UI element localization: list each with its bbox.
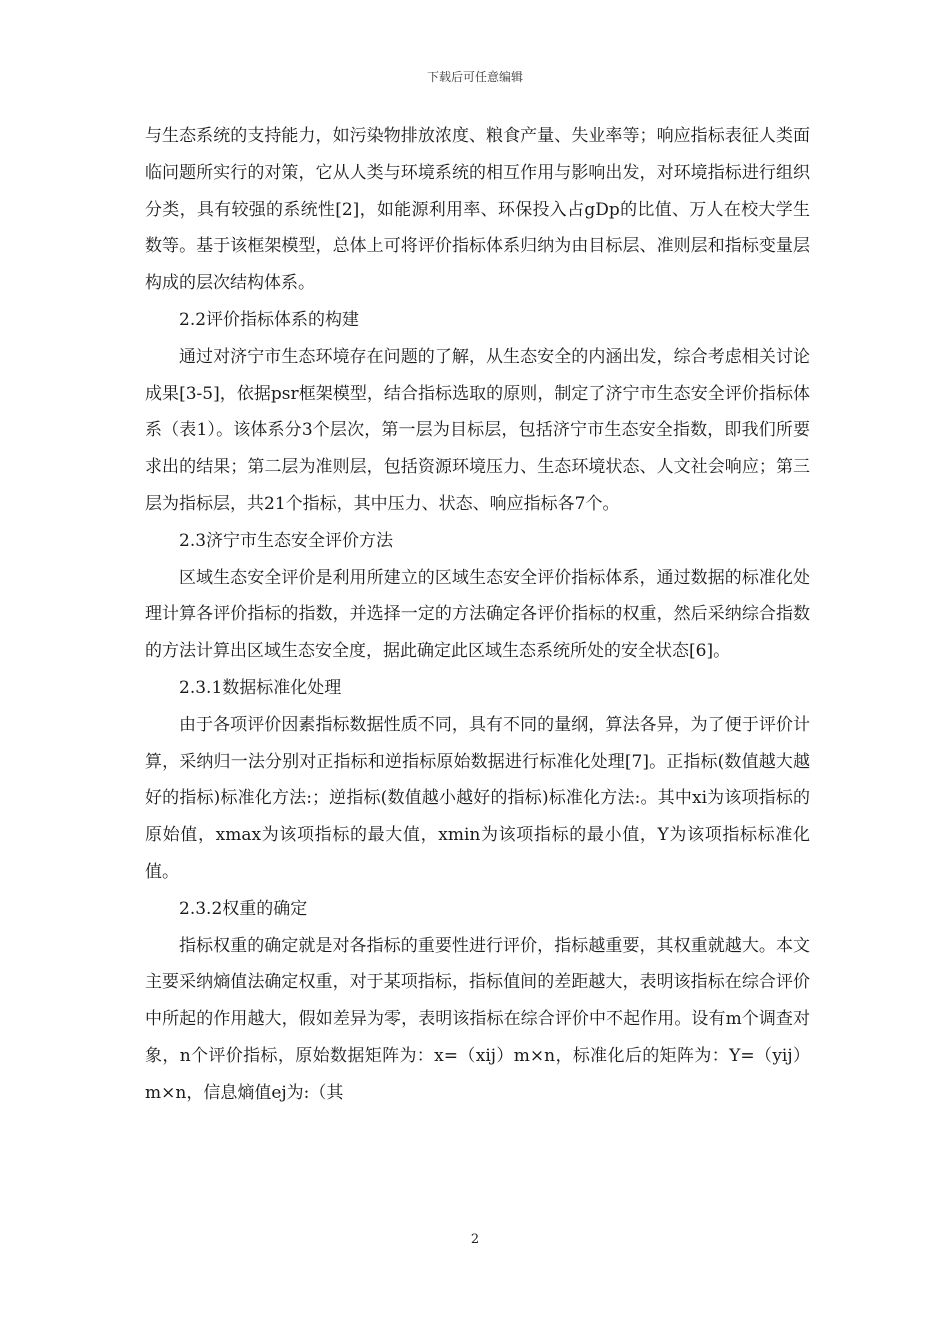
section-heading-2-2: 2.2评价指标体系的构建 [179,309,360,330]
section-heading-2-3-2: 2.3.2权重的确定 [179,898,308,919]
section-heading-2-3-1: 2.3.1数据标准化处理 [179,677,342,698]
page-header: 下载后可任意编辑 [426,70,523,84]
paragraph-1: 与生态系统的支持能力，如污染物排放浓度、粮食产量、失业率等；响应指标表征人类面临问题所实行的对策，它从人类与环境系统的相互作用与影响出发，对环境指标进行组织分类，具有较强的系统性[2]，如能源利用率、环保投入占gDp的比值、万人在校大学生数等。基于该框架模型，总体上可将评价指标体系归纳为由目标层、准则层和指标变量层构成的层次结构体系。 [145,126,810,294]
section-heading-2-3: 2.3济宁市生态安全评价方法 [179,530,394,551]
paragraph-3: 区域生态安全评价是利用所建立的区域生态安全评价指标体系，通过数据的标准化处理计算各评价指标的指数，并选择一定的方法确定各评价指标的权重，然后采纳综合指数的方法计算出区域生态安全度，据此确定此区域生态系统所处的安全状态[6]。 [145,567,810,662]
paragraph-5: 指标权重的确定就是对各指标的重要性进行评价，指标越重要，其权重就越大。本文主要采纳熵值法确定权重，对于某项指标，指标值间的差距越大，表明该指标在综合评价中所起的作用越大，假如差异为零，表明该指标在综合评价中不起作用。设有m个调查对象，n个评价指标，原始数据矩阵为：x=（xij）m×n，标准化后的矩阵为：Y=（yij）m×n，信息熵值ej为:（其 [145,935,810,1103]
document-body [145,118,810,1112]
paragraph-2: 通过对济宁市生态环境存在问题的了解，从生态安全的内涵出发，综合考虑相关讨论成果[3-5]，依据psr框架模型，结合指标选取的原则，制定了济宁市生态安全评价指标体系（表1）。该体系分3个层次，第一层为目标层，包括济宁市生态安全指数，即我们所要求出的结果；第二层为准则层，包括资源环境压力、生态环境状态、人文社会响应；第三层为指标层，共21个指标，其中压力、状态、响应指标各7个。 [145,346,810,514]
page-number: 2 [470,1232,480,1247]
paragraph-4: 由于各项评价因素指标数据性质不同，具有不同的量纲，算法各异，为了便于评价计算，采纳归一法分别对正指标和逆指标原始数据进行标准化处理[7]。正指标(数值越大越好的指标)标准化方法:；逆指标(数值越小越好的指标)标准化方法:。其中xi为该项指标的原始值，xmax为该项指标的最大值，xmin为该项指标的最小值，Y为该项指标标准化值。 [145,714,810,882]
